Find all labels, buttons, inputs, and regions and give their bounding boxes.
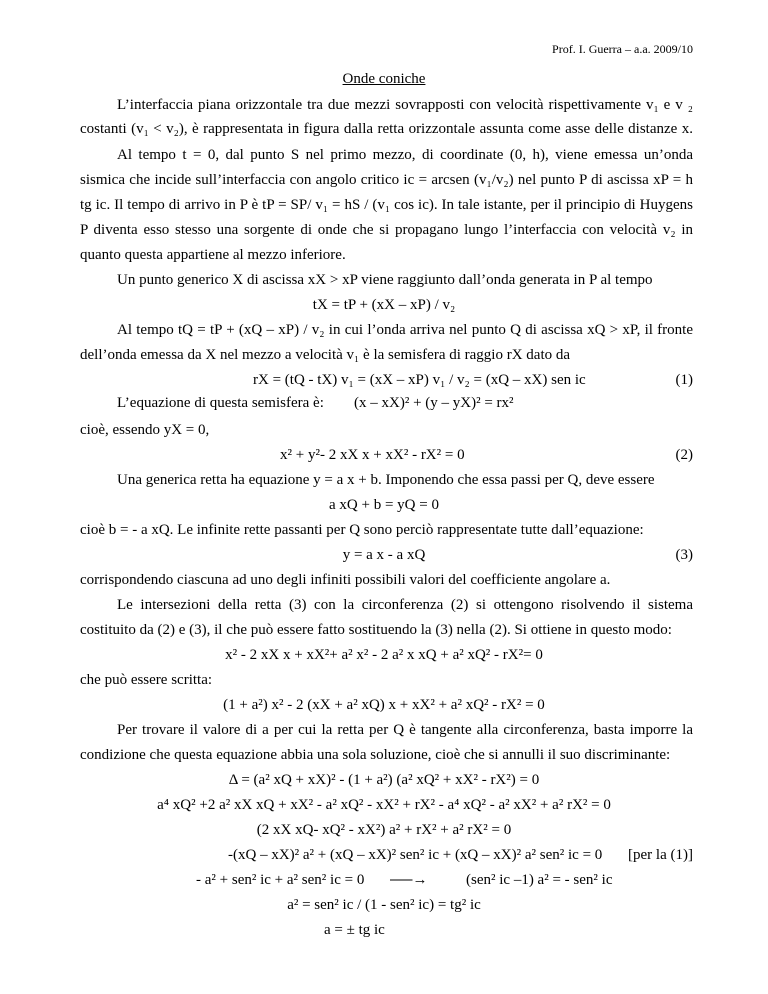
- paragraph-line: Al tempo tQ = tP + (xQ – xP) / v₂ in cui l’onda arriva nel punto Q di ascissa xQ > xP, il fronte: [117, 322, 693, 338]
- paragraph-line: corrispondendo ciascuna ad uno degli infiniti possibili valori del coefficiente angolare a.: [80, 572, 611, 588]
- paragraph-line: P diventa esso stesso una sorgente di onde che si propagano lungo l’interfaccia con velocità v₂ in: [80, 222, 693, 238]
- equation-8: (2 xX xQ- xQ² - xX²) a² + rX² + a² rX² = 0: [256, 822, 512, 838]
- paragraph-line: dell’onda emessa da X nel mezzo a velocità v₁ è la semisfera di raggio rX dato da: [80, 347, 571, 363]
- equation-sphere: (x – xX)² + (y – yX)² = rx²: [354, 395, 514, 411]
- paragraph-line: Un punto generico X di ascissa xX > xP viene raggiunto dall’onda generata in P al tempo: [117, 272, 653, 288]
- paragraph-line: Per trovare il valore di a per cui la retta per Q è tangente alla circonferenza, basta imporre la: [117, 722, 693, 738]
- equation-number: (1): [675, 372, 693, 388]
- paragraph-line: sismica che incide sull’interfaccia con angolo critico ic = arcsen (v₁/v₂) nel punto P di ascissa xP = h: [80, 172, 693, 188]
- paragraph-line: L’interfaccia piana orizzontale tra due mezzi sovrapposti con velocità rispettivamente v₁ e v ₂: [117, 97, 693, 113]
- arrow-icon: ⎯⎯⎯→: [390, 872, 428, 888]
- equation-7: a⁴ xQ² +2 a² xX xQ + xX² - a² xQ² - xX² + rX² - a⁴ xQ² - a² xX² + a² rX² = 0: [157, 797, 611, 813]
- equation-4: x² - 2 xX x + xX²+ a² x² - 2 a² x xQ + a² xQ² - rX²= 0: [225, 647, 543, 663]
- equation-11: a² = sen² ic / (1 - sen² ic) = tg² ic: [287, 897, 481, 913]
- equation-number: (3): [675, 547, 693, 563]
- equation-1: rX = (tQ - tX) v₁ = (xX – xP) v₁ / v₂ = (xQ – xX) sen ic: [253, 372, 586, 388]
- equation-12: a = ± tg ic: [324, 922, 385, 938]
- equation-tx: tX = tP + (xX – xP) / v₂: [312, 297, 456, 313]
- equation-q: a xQ + b = yQ = 0: [329, 497, 439, 513]
- equation-6: Δ = (a² xQ + xX)² - (1 + a²) (a² xQ² + xX² - rX²) = 0: [228, 772, 540, 788]
- paragraph-line: cioè, essendo yX = 0,: [80, 422, 210, 438]
- equation-9: -(xQ – xX)² a² + (xQ – xX)² sen² ic + (xQ – xX)² a² sen² ic = 0: [228, 847, 603, 863]
- page-header: Prof. I. Guerra – a.a. 2009/10: [552, 42, 693, 56]
- paragraph-line: costituito da (2) e (3), il che può essere fatto sostituendo la (3) nella (2). Si ottiene in questo modo:: [80, 622, 672, 638]
- paragraph-line: Le intersezioni della retta (3) con la circonferenza (2) si ottengono risolvendo il sistema: [117, 597, 693, 613]
- equation-note: [per la (1)]: [628, 847, 693, 863]
- paragraph-line: Al tempo t = 0, dal punto S nel primo mezzo, di coordinate (0, h), viene emessa un’onda: [117, 147, 693, 163]
- paragraph-line: cioè b = - a xQ. Le infinite rette passanti per Q sono perciò rappresentate tutte dall’equazione:: [80, 522, 644, 538]
- paragraph-line: tg ic. Il tempo di arrivo in P è tP = SP/ v₁ = hS / (v₁ cos ic). In tale istante, per il principio di Huygens: [80, 197, 693, 213]
- equation-5: (1 + a²) x² - 2 (xX + a² xQ) x + xX² + a² xQ² - rX² = 0: [223, 697, 545, 713]
- paragraph-line: Una generica retta ha equazione y = a x + b. Imponendo che essa passi per Q, deve essere: [117, 472, 655, 488]
- paragraph-line: che può essere scritta:: [80, 672, 213, 688]
- paragraph-line: L’equazione di questa semisfera è:: [117, 395, 324, 411]
- paragraph-line: costanti (v₁ < v₂), è rappresentata in figura dalla retta orizzontale assunta come asse delle distanze x.: [80, 121, 693, 137]
- equation-2: x² + y²- 2 xX x + xX² - rX² = 0: [280, 447, 465, 463]
- equation-number: (2): [675, 447, 693, 463]
- paragraph-line: quanto questa appartiene al mezzo inferiore.: [80, 247, 346, 263]
- paragraph-line: condizione che questa equazione abbia una sola soluzione, cioè che si annulli il suo discriminante:: [80, 747, 671, 763]
- equation-10-left: - a² + sen² ic + a² sen² ic = 0: [196, 872, 365, 888]
- equation-10-right: (sen² ic –1) a² = - sen² ic: [466, 872, 613, 888]
- equation-3: y = a x - a xQ: [342, 547, 426, 563]
- page-title: Onde coniche: [342, 71, 426, 87]
